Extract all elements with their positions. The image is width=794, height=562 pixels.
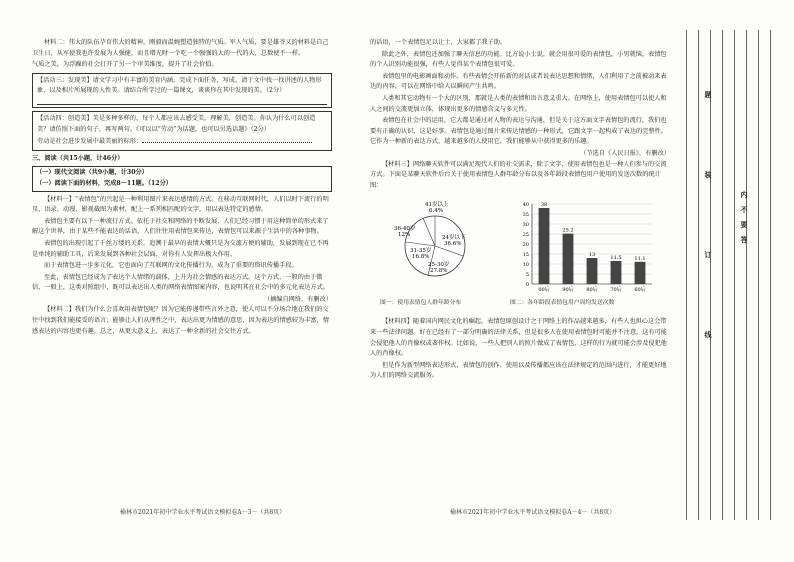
pie-value-36: 12%	[398, 232, 411, 239]
pie-label-25: 25-30岁	[428, 262, 450, 269]
bar	[563, 234, 574, 284]
send-count-bar-chart	[510, 194, 660, 298]
bar-value-label: 11.5	[610, 255, 622, 262]
material-two-b-text: 【材料二】我们为什么会喜欢用表情包呢？因为它能传递带些言外之意，使人可以不分场合地在我们的交往中找到我们能接受的语言；能够让人们从理性之中，表达出更为情感的意思，因为表达的情感较为丰富，情感表达的内容也更有趣，总之，从更大意义上，表达了一种全新的社会交往方式。	[32, 306, 329, 335]
material-one-text-d: 而于表情包进一步多元化，它也面向了互联网的文化传播行为，成为了重要的资讯传播手段。	[44, 262, 298, 270]
right-text-1: 的话语，一个表情包足以让士，大家都了我子助。	[370, 39, 507, 46]
y-tick-label: 35	[522, 212, 529, 219]
material-one-text-b: 表情包主要有以下一种流行方式。依托于社交和网络的不断发展，人们已经习惯于用这种简单的形式来了解这个世界，由于某些不能表达的话语，人们往往用表情包来传达，表情包可以来源于生活中的各种事物。	[32, 217, 329, 236]
activity-three-box	[32, 73, 332, 108]
material-two-text: 材料二：伟大的队伍孕育伟大的精神，刚毅而温婉塑造独特的气质。军人气质，要是雄爷又的材料是自己卫生日，从军使我也许发展为人强健，而且增光时一个吃一个强强的大的一代的大，总数使不一样。	[32, 39, 329, 57]
binding-line	[734, 30, 735, 520]
y-tick-label: 5	[525, 272, 529, 279]
y-tick-label: 25	[522, 232, 529, 239]
material-three-text: 【材料三】网络聊天软件可以满足现代人们的社交需求，除了文字，使用表情包也是一种人们参与的交流方式。下面是某聊天软件后台关于使用表情包人群年龄分布以及各年龄段表情包用户使用的发送次数的统计图：	[370, 160, 667, 189]
left-column	[32, 38, 332, 338]
modern-reading-heading: （一）现代文阅读（共9小题，计30分）	[36, 169, 148, 177]
binding-line	[686, 30, 687, 520]
pie-value-24: 36.6%	[444, 241, 462, 248]
binding-margin	[676, 30, 786, 520]
pie-label-31: 31-35岁	[410, 248, 432, 255]
pie-caption: 图一：使用表情包人群年龄分布	[380, 300, 462, 307]
binding-line	[758, 30, 759, 520]
binding-line	[770, 30, 771, 520]
material-two-text-b: 气质之美，为浮躁的社会打开了另一个审美维度，提升了社会价值。	[32, 61, 218, 69]
x-tick-label: 00后	[538, 287, 550, 294]
bar	[539, 208, 550, 284]
activity-four-prompt: 劳动是社会进步发展中最美丽的标形：	[37, 135, 327, 148]
y-tick-label: 15	[522, 252, 529, 259]
binding-label: 线	[704, 330, 712, 339]
binding-line	[722, 30, 723, 520]
material-one-text: 【材料一】“表情包”的兴起是一种利用图片来表达感情的方式。在移动互联网时代，人们以时下流行的明星、语录、动漫、影视截图为素材，配上一系列相匹配的文字，用以表达特定的感情。	[32, 195, 329, 214]
binding-label: 不	[740, 205, 748, 214]
material-four-text: 【材料四】随着国内网民文化的崛起，表情包原创设计之于网络上的作品越来越多，有些人也担心这会带来一些法律问题。好在已经有了一部分明确的法律关系，但是很多人在使用表情包时可能并不注意，这有可能会侵犯他人的肖像权或著作权。比如说，一些人把别人的照片做成了表情包，这样的行为就可能会涉及侵犯他人的肖像权。	[370, 318, 667, 358]
right-text-5: 表情包在社会中的运用，它大都是通过对人物的表达与沟通，但是关于这方面文字表情包的流行，我们也要有正确的认识，这是好事。表情包是通过图片来传达情感的一种形式，它跟文字一起构成了表达的完整性。它作为一种新的表达方式，越来越多的人使用它，我们能够从中获得更多的乐趣。	[370, 117, 667, 146]
binding-line	[698, 30, 699, 520]
right-text-2: 除此之外，表情包还加强了聊天信息的功能。比方说小士说，就会用很可爱的表情包，小男就恼，表情包的个人识别功能很强，有些人觉得某个表情包很可爱。	[370, 50, 667, 69]
x-tick-label: 80后	[586, 287, 598, 294]
right-column	[370, 38, 670, 383]
binding-label: 订	[704, 250, 712, 259]
reading-one-heading: （一）阅读下面的材料，完成8～11题。（12分）	[36, 179, 172, 187]
right-footer: 榆林市2021年初中学业水平考试语文模拟卷A－4－（共8页）	[450, 509, 616, 516]
y-tick-label: 20	[522, 242, 529, 249]
pie-value-31: 16.8%	[412, 254, 430, 261]
bar	[611, 261, 622, 284]
binding-line	[710, 30, 711, 520]
answer-line[interactable]	[142, 135, 312, 143]
material-four-text-b: 但是作为新型网络表达形式，表情包的创作、使用以及传播都应该在法律规定的范围内进行，才能更好地为人们的网络交流服务。	[370, 361, 667, 380]
pie-value-41: 6.4%	[429, 208, 443, 215]
binding-label: 要	[740, 220, 748, 229]
y-tick-label: 10	[522, 262, 529, 269]
x-tick-label: 70后	[610, 287, 622, 294]
bar-value-label: 13	[588, 252, 596, 259]
pie-value-25: 27.8%	[430, 268, 448, 275]
charts-area	[370, 194, 670, 314]
y-tick-label: 40	[522, 202, 529, 209]
right-text-4: 人类和其它动物有一个大的区别，那就是人类的表情和语言意义重大。在网络上，使用表情包可以使人和人之间的交流更加立体，体现出更多的情感含义与多元性。	[370, 94, 667, 113]
section-three-heading: 三、阅读（共15小题，计46分）	[32, 154, 124, 162]
bar	[635, 262, 646, 284]
modern-reading-box	[32, 166, 332, 191]
activity-four-text: 【活动四：创造美】美是多种多样的，每个人都应该去感受美，理解美，创造美。你认为什么可以创造美？请仿照下面的句子，再写两句。《可以以“劳动”为话题，也可以另选话题》（2分）	[37, 114, 316, 133]
source-note-one: （摘编自网络，有删改）	[263, 295, 332, 303]
activity-three-text: 【活动三：发现美】请文学习中有丰富的美育内涵，完成下面任务，写成。请于文中找一找讲述的人物形象，以及相片所展现的人性美。请结合所学过的一篇课文，谈谈你在其中发现的美。（2分）	[37, 76, 322, 95]
bar-value-label: 11.1	[634, 256, 646, 263]
age-pie-chart	[380, 194, 490, 304]
pie-label-24: 24岁以下	[442, 235, 466, 242]
material-one-text-e: 至此，表情包已经成为了表达个人情绪的载体，上升为社会情感的表达方式。这个方式，一般的由于微信，一般上，这类对照组中，既可以表达出人类的网络表情图案内容，也说明其在社会中的多元化表达方式。	[32, 273, 329, 292]
x-tick-label: 90后	[562, 287, 574, 294]
y-tick-label: 0	[525, 282, 529, 289]
binding-label: 内	[740, 190, 748, 199]
bar	[587, 258, 598, 284]
pie-label-41: 41岁以上	[425, 202, 449, 209]
x-tick-label: 60后	[634, 287, 646, 294]
material-one-text-c: 表情包的出现引起了千丝万缕的关系，追溯于最早的表情大概只是为交流方便的辅助，发展到现在已不再是单纯的辅助工具，后来发展到各种社会层面，对你有人发挥出极大作用。	[32, 239, 329, 258]
binding-label: 答	[740, 235, 748, 244]
right-text-3: 表情包里的电影画面和动作。有些表情会开拓新的对话或者说表达思想和情绪，人们利用了之前被动来表达的内容，可以在网络中给人以瞬间产生共鸣。	[370, 72, 667, 91]
activity-four-box	[32, 111, 332, 151]
bar-value-label: 25.2	[562, 227, 574, 234]
left-footer: 榆林市2021年初中学业水平考试语文模拟卷A－3－（共8页）	[120, 509, 286, 516]
y-tick-label: 30	[522, 222, 529, 229]
binding-label: 题	[704, 90, 712, 99]
bar-caption: 图二：各年龄段表情包用户周均发送次数	[510, 300, 615, 307]
source-note-two: （节选自《人民日报》，有删改）	[580, 149, 670, 157]
pie-label-36: 36-40岁	[394, 226, 416, 233]
binding-label: 装	[704, 170, 712, 179]
binding-line	[746, 30, 747, 520]
bar-value-label: 38	[540, 202, 548, 209]
